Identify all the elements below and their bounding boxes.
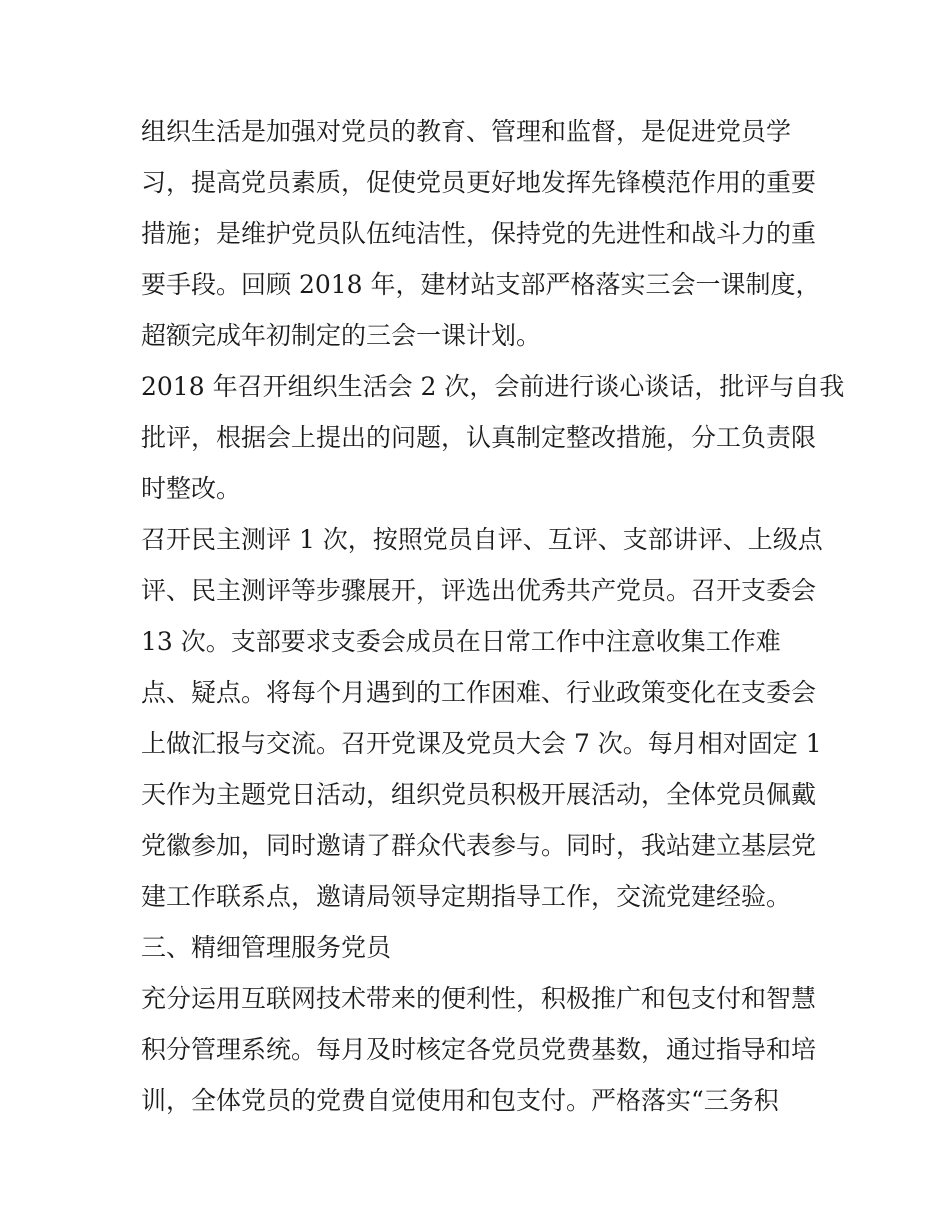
text-line: 习，提高党员素质，促使党员更好地发挥先锋模范作用的重要: [141, 168, 817, 197]
text-line: 超额完成年初制定的三会一课计划。: [141, 321, 542, 350]
text-line: 要手段。回顾 2018 年，建材站支部严格落实三会一课制度，: [141, 270, 821, 299]
section-heading: 三、精细管理服务党员: [141, 933, 392, 962]
text-line: 天作为主题党日活动，组织党员积极开展活动，全体党员佩戴: [141, 780, 817, 809]
document-body: [141, 106, 845, 1126]
text-line: 召开民主测评 1 次，按照党员自评、互评、支部讲评、上级点: [141, 525, 823, 554]
text-line: 措施；是维护党员队伍纯洁性，保持党的先进性和战斗力的重: [141, 219, 817, 248]
text-line: 充分运用互联网技术带来的便利性，积极推广和包支付和智慧: [141, 984, 817, 1013]
text-line: 积分管理系统。每月及时核定各党员党费基数，通过指导和培: [141, 1035, 817, 1064]
text-line: 组织生活是加强对党员的教育、管理和监督，是促进党员学: [141, 117, 792, 146]
text-line: 建工作联系点，邀请局领导定期指导工作，交流党建经验。: [141, 882, 792, 911]
text-line: 党徽参加，同时邀请了群众代表参与。同时，我站建立基层党: [141, 831, 817, 860]
text-line: 批评，根据会上提出的问题，认真制定整改措施，分工负责限: [141, 423, 817, 452]
text-line: 上做汇报与交流。召开党课及党员大会 7 次。每月相对固定 1: [141, 729, 822, 758]
text-line: 评、民主测评等步骤展开，评选出优秀共产党员。召开支委会: [141, 576, 817, 605]
text-line: 时整改。: [141, 474, 242, 503]
text-line: 13 次。支部要求支委会成员在日常工作中注意收集工作难: [141, 627, 781, 656]
text-line: 2018 年召开组织生活会 2 次，会前进行谈心谈话，批评与自我: [141, 372, 845, 401]
text-line: 点、疑点。将每个月遇到的工作困难、行业政策变化在支委会: [141, 678, 817, 707]
text-line: 训，全体党员的党费自觉使用和包支付。严格落实“三务积: [141, 1086, 779, 1115]
